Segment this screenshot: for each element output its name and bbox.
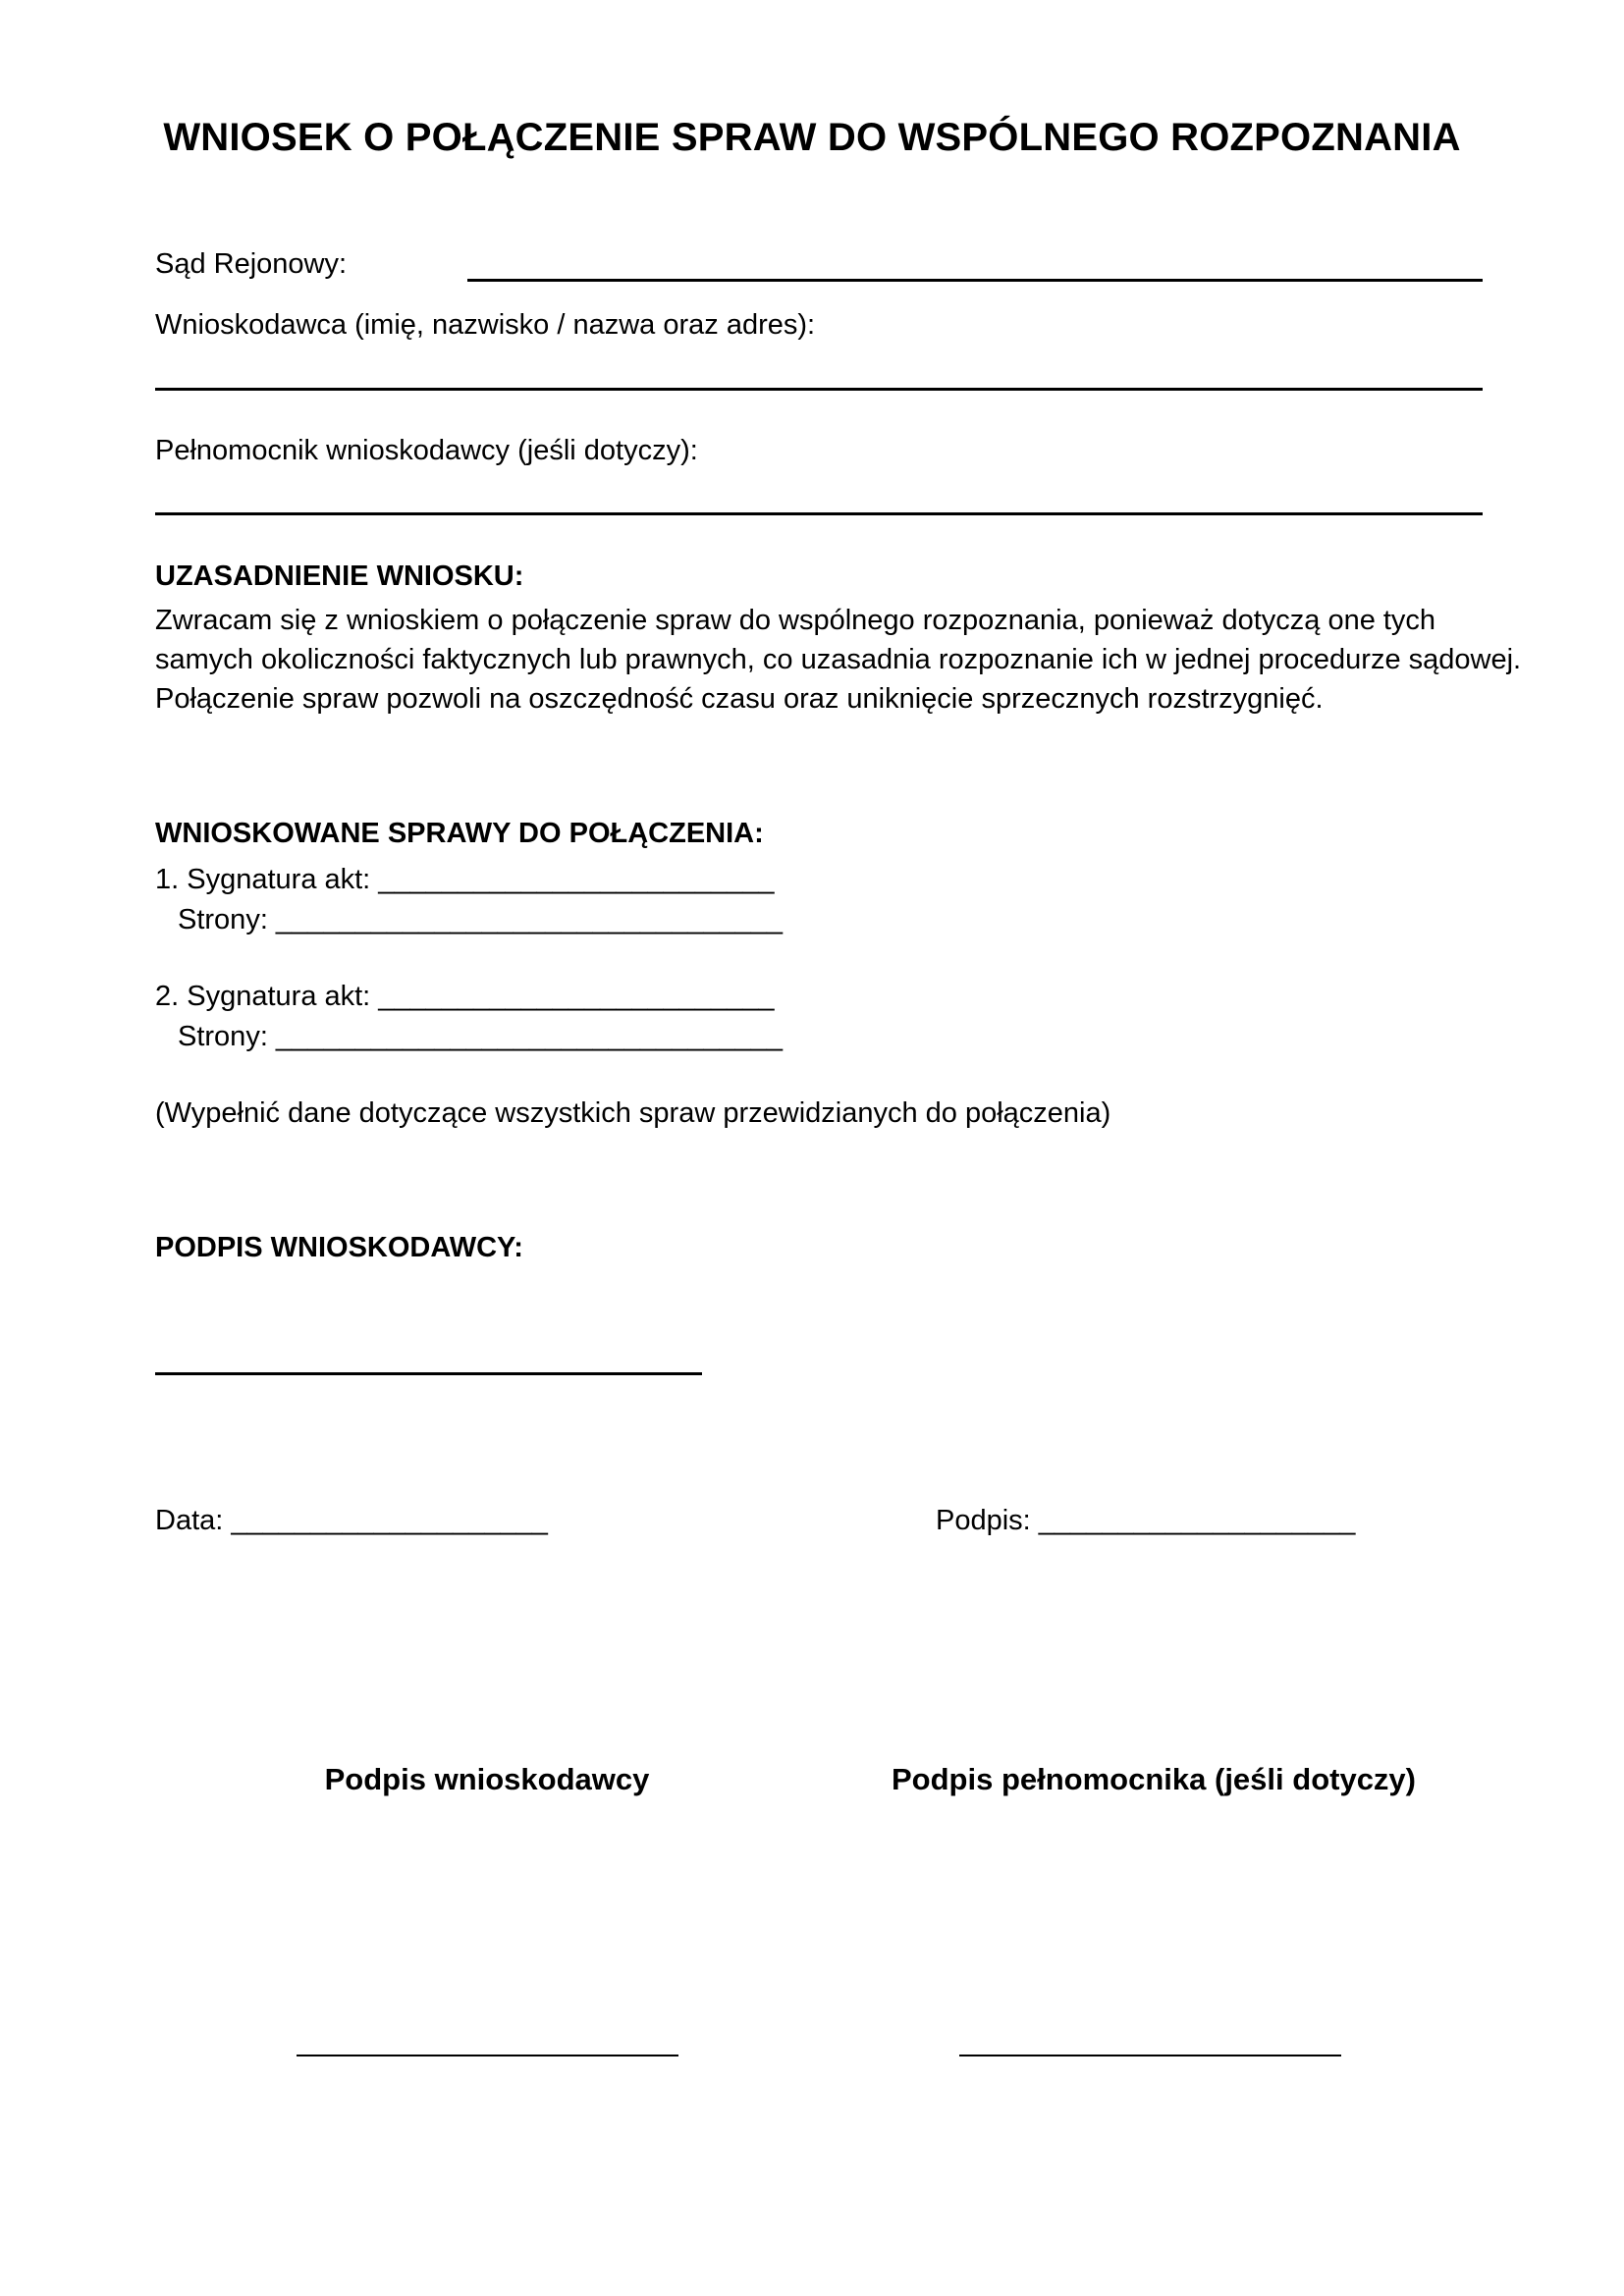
applicant-final-signature-line[interactable]	[297, 2055, 678, 2056]
applicant-label: Wnioskodawca (imię, nazwisko / nazwa oraz adres):	[155, 309, 816, 341]
sign-field[interactable]: Podpis: ____________________	[936, 1505, 1356, 1536]
justification-paragraph	[155, 601, 1522, 719]
court-input-line[interactable]	[467, 279, 1483, 282]
attorney-signature-caption: Podpis pełnomocnika (jeśli dotyczy)	[892, 1762, 1416, 1796]
case-2-parties-field[interactable]: Strony: ________________________________	[178, 1021, 784, 1052]
case-1-signature-field[interactable]: 1. Sygnatura akt: _________________________	[155, 864, 775, 895]
justification-line: Połączenie spraw pozwoli na oszczędność czasu oraz uniknięcie sprzecznych rozstrzygnięć.	[155, 683, 1324, 715]
justification-heading: UZASADNIENIE WNIOSKU:	[155, 561, 524, 592]
attorney-input-line[interactable]	[155, 512, 1483, 515]
attorney-label: Pełnomocnik wnioskodawcy (jeśli dotyczy):	[155, 435, 698, 466]
document-title: WNIOSEK O POŁĄCZENIE SPRAW DO WSPÓLNEGO ROZPOZNANIA	[163, 116, 1461, 159]
signature-heading: PODPIS WNIOSKODAWCY:	[155, 1232, 523, 1263]
court-label: Sąd Rejonowy:	[155, 248, 348, 280]
applicant-input-line[interactable]	[155, 388, 1483, 391]
case-2-signature-field[interactable]: 2. Sygnatura akt: _________________________	[155, 981, 775, 1012]
justification-line: samych okoliczności faktycznych lub prawnych, co uzasadnia rozpoznanie ich w jednej procedurze sądowej.	[155, 644, 1522, 675]
attorney-final-signature-line[interactable]	[959, 2055, 1341, 2056]
cases-note: (Wypełnić dane dotyczące wszystkich spraw przewidzianych do połączenia)	[155, 1097, 1111, 1129]
applicant-signature-caption: Podpis wnioskodawcy	[324, 1762, 650, 1796]
case-1-parties-field[interactable]: Strony: ________________________________	[178, 904, 784, 935]
cases-heading: WNIOSKOWANE SPRAWY DO POŁĄCZENIA:	[155, 818, 764, 849]
date-field[interactable]: Data: ____________________	[155, 1505, 548, 1536]
applicant-signature-line[interactable]	[155, 1372, 702, 1375]
justification-line: Zwracam się z wnioskiem o połączenie spraw do wspólnego rozpoznania, ponieważ dotyczą one tych	[155, 605, 1436, 636]
